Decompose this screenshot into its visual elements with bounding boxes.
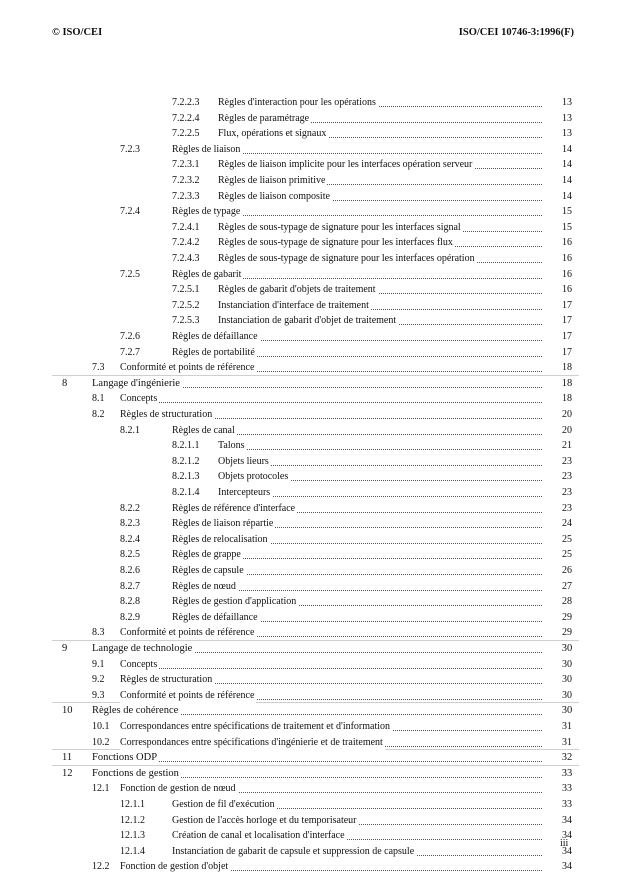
toc-entry[interactable] [0, 829, 622, 843]
toc-dot-leader [120, 392, 542, 403]
toc-entry-page: 14 [562, 143, 572, 155]
toc-entry-title: Intercepteurs [218, 487, 271, 498]
toc-entry-number: 8.2.7 [120, 580, 140, 592]
toc-entry[interactable] [0, 330, 622, 344]
toc-entry[interactable] [0, 704, 622, 718]
toc-entry-number: 7.2.3.2 [172, 175, 200, 186]
toc-entry-title: Règles de sous-typage de signature pour les interfaces opération [218, 253, 475, 264]
toc-entry[interactable] [0, 860, 622, 874]
toc-entry-page: 20 [562, 409, 572, 420]
toc-entry[interactable] [0, 782, 622, 796]
toc-entry-page: 16 [562, 253, 572, 264]
toc-entry[interactable] [0, 517, 622, 531]
toc-entry[interactable] [0, 174, 622, 188]
toc-entry-number: 7.3 [92, 362, 105, 374]
toc-entry-page: 32 [561, 752, 573, 764]
toc-entry[interactable] [0, 96, 622, 110]
toc-entry-title: Règles de relocalisation [172, 533, 268, 545]
toc-entry[interactable] [0, 814, 622, 828]
toc-dot-leader [218, 439, 542, 450]
toc-entry-number: 7.2.3.3 [172, 190, 200, 202]
toc-entry-page: 15 [562, 221, 572, 233]
toc-entry[interactable] [0, 408, 622, 422]
toc-entry-title: Conformité et points de référence [120, 627, 255, 639]
toc-entry[interactable] [0, 767, 622, 781]
toc-entry-title: Règles d'interaction pour les opérations [218, 97, 376, 108]
toc-entry-number: 11 [62, 752, 73, 764]
toc-entry-page: 13 [562, 97, 572, 108]
toc-entry-title: Objets protocoles [218, 471, 289, 483]
toc-entry-title: Règles de typage [172, 206, 241, 218]
toc-entry-page: 33 [561, 767, 573, 779]
toc-entry-number: 12.1.1 [120, 799, 145, 810]
toc-entry[interactable] [0, 392, 622, 406]
toc-entry-title: Règles de grappe [172, 549, 241, 561]
toc-entry-page: 23 [562, 487, 572, 498]
toc-entry-page: 30 [562, 658, 572, 670]
toc-entry-title: Règles de liaison [172, 143, 241, 155]
toc-entry-title: Règles de gabarit d'objets de traitement [218, 284, 376, 296]
toc-entry[interactable] [0, 689, 622, 703]
toc-entry-page: 33 [562, 783, 572, 795]
toc-entry-title: Conformité et points de référence [120, 689, 255, 701]
toc-entry[interactable] [0, 720, 622, 734]
toc-entry-number: 8.2.9 [120, 611, 140, 623]
toc-entry-title: Fonction de gestion d'objet [120, 861, 229, 873]
toc-entry[interactable] [0, 190, 622, 204]
toc-entry-number: 10.1 [92, 721, 110, 732]
header-right: ISO/CEI 10746-3:1996(F) [458, 27, 574, 38]
toc-entry-number: 7.2.2.5 [172, 128, 200, 140]
toc-entry-number: 7.2.2.4 [172, 112, 200, 124]
toc-entry-number: 9.1 [92, 658, 105, 670]
toc-entry-page: 34 [562, 845, 572, 857]
toc-entry-page: 16 [562, 268, 572, 280]
toc-entry-page: 23 [562, 502, 572, 514]
toc-entry[interactable] [0, 299, 622, 313]
toc-entry-page: 29 [562, 611, 572, 623]
toc-entry-title: Règles de paramétrage [218, 112, 310, 124]
toc-entry-number: 7.2.7 [120, 346, 140, 358]
toc-entry[interactable] [0, 751, 622, 765]
toc-entry-title: Règles de sous-typage de signature pour les interfaces signal [218, 221, 461, 233]
toc-entry-number: 8.2.4 [120, 533, 140, 545]
toc-entry-number: 8.2.5 [120, 549, 140, 561]
toc-entry-title: Règles de cohérence [92, 705, 179, 717]
toc-entry-number: 12.1 [92, 783, 110, 795]
toc-entry-number: 12.1.2 [120, 814, 145, 826]
toc-entry[interactable] [0, 314, 622, 328]
toc-entry-page: 30 [562, 689, 572, 701]
toc-entry-number: 7.2.5 [120, 268, 140, 280]
toc-entry-number: 7.2.5.3 [172, 315, 200, 327]
toc-entry-title: Flux, opérations et signaux [218, 128, 327, 140]
toc-entry-number: 9.2 [92, 674, 105, 686]
toc-entry-number: 8.1 [92, 393, 105, 405]
toc-entry[interactable] [0, 377, 622, 391]
toc-entry[interactable] [0, 736, 622, 750]
toc-entry-page: 18 [562, 393, 572, 405]
toc-entry-title: Concepts [120, 658, 158, 670]
toc-entry-title: Règles de référence d'interface [172, 502, 296, 514]
toc-entry-title: Correspondances entre spécifications de traitement et d'information [120, 721, 391, 732]
toc-entry-page: 29 [562, 627, 572, 639]
toc-entry-number: 8.2.3 [120, 518, 140, 530]
toc-entry-number: 8 [62, 377, 68, 389]
toc-entry-number: 7.2.6 [120, 331, 140, 342]
toc-entry[interactable] [0, 252, 622, 266]
toc-entry-number: 8.2.8 [120, 596, 140, 608]
toc-entry-page: 17 [562, 331, 572, 342]
toc-entry-title: Règles de liaison répartie [172, 518, 274, 530]
toc-entry-page: 14 [562, 175, 572, 186]
toc-entry-title: Correspondances entre spécifications d'ingénierie et de traitement [120, 736, 383, 748]
toc-entry[interactable] [0, 798, 622, 812]
toc-entry-number: 7.2.3 [120, 143, 140, 155]
header-left: © ISO/CEI [52, 27, 103, 38]
toc-entry-number: 8.2.6 [120, 565, 140, 576]
toc-entry-title: Instanciation d'interface de traitement [218, 299, 369, 311]
toc-entry-title: Règles de structuration [120, 674, 213, 686]
toc-entry-title: Règles de liaison implicite pour les interfaces opération serveur [218, 159, 473, 171]
toc-entry-title: Langage de technologie [92, 643, 193, 654]
toc-entry[interactable] [0, 533, 622, 547]
toc-entry-page: 21 [562, 440, 572, 452]
toc-entry-number: 12.2 [92, 861, 110, 873]
toc-entry-page: 33 [562, 799, 572, 810]
toc-entry-number: 8.2.1.4 [172, 487, 200, 498]
toc-entry-page: 24 [562, 518, 572, 530]
toc-entry-number: 7.2.5.1 [172, 284, 200, 296]
toc-entry[interactable] [0, 143, 622, 157]
toc-entry-number: 12 [62, 767, 73, 779]
toc-entry-title: Règles de défaillance [172, 331, 258, 342]
toc-entry-title: Règles de sous-typage de signature pour les interfaces flux [218, 237, 453, 249]
toc-entry[interactable] [0, 611, 622, 625]
toc-entry-page: 16 [562, 284, 572, 296]
toc-entry[interactable] [0, 158, 622, 172]
toc-entry-page: 15 [562, 206, 572, 218]
toc-entry-page: 31 [562, 736, 572, 748]
toc-entry-page: 23 [562, 471, 572, 483]
toc-entry-page: 13 [562, 112, 572, 124]
toc-entry-title: Langage d'ingénierie [92, 377, 180, 389]
toc-entry-title: Gestion de l'accès horloge et du temporisateur [172, 814, 357, 826]
toc-entry-title: Talons [218, 440, 245, 452]
toc-entry-page: 17 [562, 315, 572, 327]
toc-entry-page: 14 [562, 190, 572, 202]
toc-entry-title: Règles de liaison composite [218, 190, 330, 202]
toc-entry-title: Fonction de gestion de nœud [120, 783, 236, 795]
toc-entry-page: 34 [562, 814, 572, 826]
toc-entry-page: 30 [562, 674, 572, 686]
toc-entry-number: 9 [62, 643, 68, 654]
toc-dot-leader [120, 658, 542, 669]
toc-entry-page: 20 [562, 424, 572, 436]
toc-entry-number: 7.2.4 [120, 206, 140, 218]
toc-entry-number: 10.2 [92, 736, 110, 748]
toc-entry[interactable] [0, 580, 622, 594]
toc-entry[interactable] [0, 221, 622, 235]
toc-entry-page: 14 [562, 159, 572, 171]
toc-entry-page: 26 [562, 565, 572, 576]
toc-entry[interactable] [0, 658, 622, 672]
toc-entry-number: 12.1.3 [120, 830, 145, 842]
toc-entry-title: Objets lieurs [218, 455, 269, 467]
toc-entry-number: 8.2.1 [120, 424, 140, 436]
toc-entry-title: Concepts [120, 393, 158, 405]
toc-entry-title: Règles de capsule [172, 565, 244, 576]
toc-entry-page: 34 [562, 830, 572, 842]
toc-entry[interactable] [0, 455, 622, 469]
toc-entry-title: Règles de canal [172, 424, 235, 436]
toc-entry-page: 25 [562, 533, 572, 545]
toc-entry-number: 7.2.5.2 [172, 299, 200, 311]
toc-entry[interactable] [0, 548, 622, 562]
toc-entry-number: 8.2.2 [120, 502, 140, 514]
toc-entry[interactable] [0, 626, 622, 640]
toc-entry-page: 18 [562, 362, 572, 374]
toc-entry-page: 27 [562, 580, 572, 592]
toc-entry[interactable] [0, 845, 622, 859]
toc-entry[interactable] [0, 112, 622, 126]
toc-entry[interactable] [0, 205, 622, 219]
toc-entry-number: 7.2.4.1 [172, 221, 200, 233]
toc-entry-page: 25 [562, 549, 572, 561]
toc-entry-page: 13 [562, 128, 572, 140]
toc-entry[interactable] [0, 439, 622, 453]
toc-entry-number: 12.1.4 [120, 845, 145, 857]
toc-entry-title: Instanciation de gabarit de capsule et suppression de capsule [172, 845, 415, 857]
toc-entry-number: 8.2.1.1 [172, 440, 200, 452]
toc-entry-page: 17 [562, 346, 572, 358]
toc-entry-number: 10 [62, 705, 73, 717]
toc-entry-page: 34 [562, 861, 572, 873]
toc-entry[interactable] [0, 502, 622, 516]
footer-page-number: iii [560, 838, 569, 849]
toc-entry[interactable] [0, 127, 622, 141]
toc-entry-number: 9.3 [92, 689, 105, 701]
toc-entry-title: Règles de gabarit [172, 268, 242, 280]
toc-entry-page: 28 [562, 596, 572, 608]
toc-entry-page: 31 [562, 721, 572, 732]
toc-entry[interactable] [0, 595, 622, 609]
toc-entry-number: 7.2.4.3 [172, 253, 200, 264]
toc-entry-number: 8.3 [92, 627, 105, 639]
toc-entry[interactable] [0, 564, 622, 578]
toc-entry[interactable] [0, 346, 622, 360]
toc-entry-title: Création de canal et localisation d'interface [172, 830, 345, 842]
toc-entry-page: 17 [562, 299, 572, 311]
toc-entry[interactable] [0, 236, 622, 250]
toc-entry-title: Règles de portabilité [172, 346, 255, 358]
toc-entry-number: 8.2 [92, 409, 105, 420]
toc-entry-title: Règles de gestion d'application [172, 596, 297, 608]
toc-entry-page: 23 [562, 455, 572, 467]
toc-entry-number: 7.2.4.2 [172, 237, 200, 249]
toc-entry-title: Fonctions de gestion [92, 767, 179, 779]
toc-entry-title: Gestion de fil d'exécution [172, 799, 275, 810]
toc-entry-page: 30 [561, 643, 573, 654]
toc-entry[interactable] [0, 268, 622, 282]
toc-entry[interactable] [0, 486, 622, 500]
toc-entry-title: Instanciation de gabarit d'objet de traitement [218, 315, 397, 327]
toc-entry-title: Fonctions ODP [92, 752, 158, 764]
toc-entry-title: Règles de nœud [172, 580, 236, 592]
toc-entry-title: Conformité et points de référence [120, 362, 255, 374]
toc-entry[interactable] [0, 673, 622, 687]
toc-entry-number: 8.2.1.3 [172, 471, 200, 483]
toc-entry[interactable] [0, 283, 622, 297]
toc-entry-title: Règles de liaison primitive [218, 175, 326, 186]
toc-entry[interactable] [0, 642, 622, 656]
toc-entry-number: 7.2.3.1 [172, 159, 200, 171]
toc-entry-number: 8.2.1.2 [172, 455, 200, 467]
toc-entry[interactable] [0, 361, 622, 375]
toc-entry-title: Règles de structuration [120, 409, 213, 420]
toc-entry[interactable] [0, 470, 622, 484]
toc-entry-title: Règles de défaillance [172, 611, 258, 623]
toc-entry[interactable] [0, 424, 622, 438]
toc-entry-page: 16 [562, 237, 572, 249]
toc-dot-leader [92, 751, 542, 762]
toc-entry-number: 7.2.2.3 [172, 97, 200, 108]
toc-entry-page: 18 [561, 377, 573, 389]
toc-entry-page: 30 [561, 705, 573, 717]
